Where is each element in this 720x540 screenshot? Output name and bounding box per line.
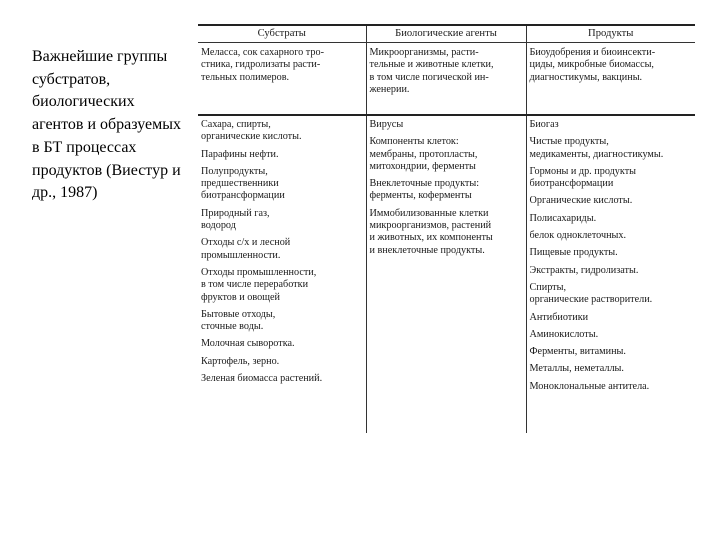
table-header-row: [198, 25, 695, 43]
table-row: [198, 115, 695, 433]
first-row-substrates: [198, 43, 366, 116]
substrates-column: [198, 115, 366, 433]
list-item: белок одноклеточных.: [529, 230, 627, 242]
list-item: Парафины нефти.: [201, 148, 279, 160]
list-item: Иммобилизованные клетки микроорганизмов, растений и животных, их компоненты и внеклеточные продукты.: [369, 207, 493, 256]
list-item: Бытовые отходы, сточные воды.: [201, 308, 276, 333]
cell-text: Микроорганизмы, расти- тельные и животные клетки, в том числе погической ин- женерии.: [369, 47, 494, 95]
list-item: Вирусы: [369, 119, 404, 130]
list-item: Ферменты, витамины.: [529, 346, 626, 358]
list-item: Сахара, спирты, органические кислоты.: [201, 119, 302, 143]
list-item: Природный газ, водород: [201, 207, 270, 232]
list-item: Полупродукты, предшественники биотрансформации: [201, 165, 285, 202]
agents-column: [366, 115, 526, 433]
list-item: Спирты, органические растворители.: [529, 281, 653, 306]
list-item: Отходы с/х и лесной промышленности.: [201, 237, 291, 261]
header-substrates: Субстраты: [198, 25, 366, 43]
list-item: Молочная сыворотка.: [201, 338, 295, 350]
list-item: Моноклональные антитела.: [529, 380, 650, 392]
first-row-agents: [366, 43, 526, 116]
first-row-products: [526, 43, 695, 116]
caption-text: Важнейшие группы субстратов, биологических агентов и образуемых в БТ процессах продуктов (Виестур и др., 1987): [32, 48, 182, 202]
list-item: Экстракты, гидролизаты.: [529, 264, 639, 276]
list-item: Пищевые продукты.: [529, 247, 618, 259]
list-item: Антибиотики: [529, 311, 589, 323]
list-item: Органические кислоты.: [529, 195, 633, 207]
header-products: Продукты: [526, 25, 695, 43]
cell-text: Биоудобрения и биоинсекти- циды, микробные биомассы, диагностикумы, вакцины.: [529, 47, 656, 83]
list-item: Картофель, зерно.: [201, 355, 280, 367]
list-item: Зеленая биомасса растений.: [201, 373, 323, 385]
header-biological-agents: Биологические агенты: [366, 25, 526, 43]
list-item: Биогаз: [529, 119, 559, 130]
list-item: Компоненты клеток: мембраны, протопласты, митохондрии, ферменты: [369, 136, 478, 172]
list-item: Отходы промышленности, в том числе переработки фруктов и овощей: [201, 266, 317, 303]
cell-text: Меласса, сок сахарного тро- стника, гидролизаты расти- тельных полимеров.: [201, 47, 324, 83]
substrates-agents-products-table: [198, 24, 695, 433]
list-item: Аминокислоты.: [529, 328, 599, 340]
list-item: Гормоны и др. продукты биотрансформации: [529, 165, 637, 190]
list-item: Чистые продукты, медикаменты, диагностикумы.: [529, 136, 664, 160]
list-item: Полисахариды.: [529, 212, 597, 224]
table-row: [198, 43, 695, 116]
products-column: [526, 115, 695, 433]
list-item: Внеклеточные продукты: ферменты, коферменты: [369, 178, 480, 202]
list-item: Металлы, неметаллы.: [529, 363, 624, 375]
